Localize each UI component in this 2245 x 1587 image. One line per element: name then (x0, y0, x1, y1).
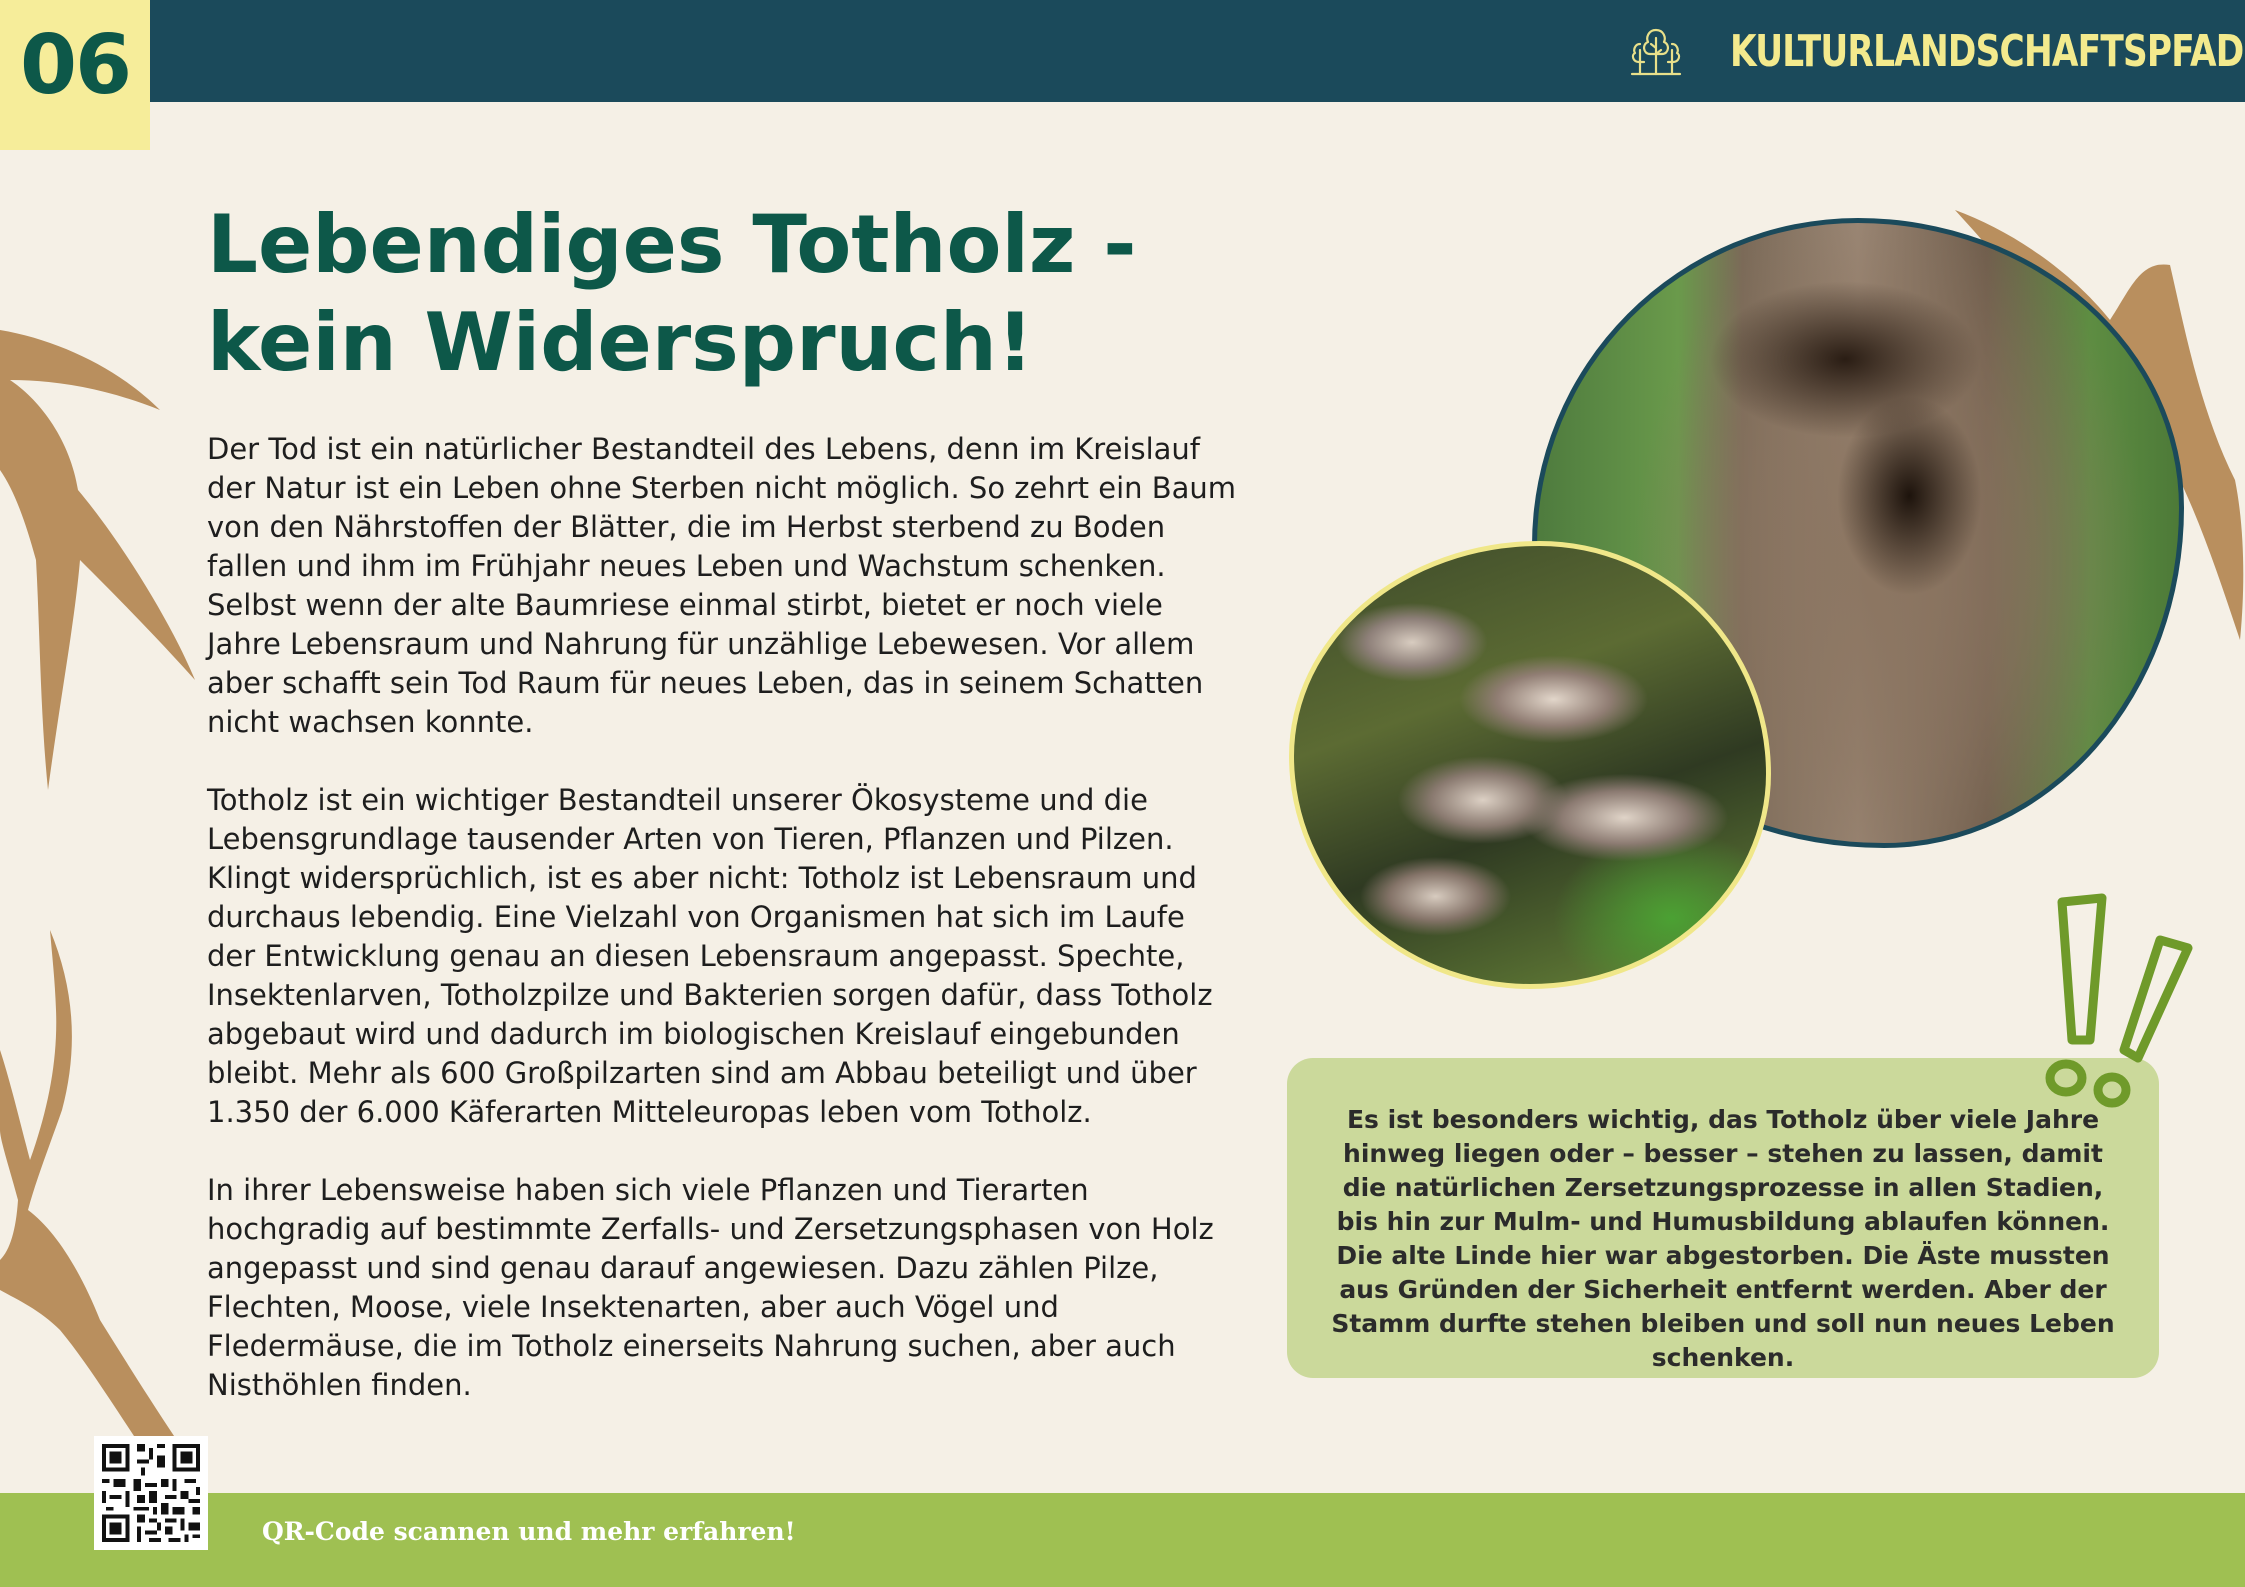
brand-name: KULTURLANDSCHAFTSPFAD (1730, 26, 2244, 77)
paragraph-2: Totholz ist ein wichtiger Bestandteil unserer Ökosysteme und die Lebensgrundlage tausender Arten von Tieren, Pflanzen und Pilzen. Klingt widersprüchlich, ist es aber nicht: Totholz ist Lebensraum und durchaus lebendig. Eine Vielzahl von Organismen hat sich im Laufe der Entwicklung genau an diesen Lebensraum angepasst. Spechte, Insektenlarven, Totholzpilze und Bakterien sorgen dafür, dass Totholz abgebaut wird und dadurch im biologischen Kreislauf eingebunden bleibt. Mehr als 600 Großpilzarten sind am Abbau beteiligt und über 1.350 der 6.000 Käferarten Mitteleuropas leben vom Totholz. (207, 783, 1213, 1129)
qr-label: QR-Code scannen und mehr erfahren! (262, 1517, 796, 1546)
photo-bracket-fungi (1289, 541, 1771, 989)
body-text (207, 430, 1237, 1444)
paragraph-1: Der Tod ist ein natürlicher Bestandteil des Lebens, denn im Kreislauf der Natur ist ein Leben ohne Sterben nicht möglich. So zehrt ein Baum von den Nährstoffen der Blätter, die im Herbst sterbend zu Boden fallen und ihm im Frühjahr neues Leben und Wachstum schenken. Selbst wenn der alte Baumriese einmal stirbt, bietet er noch viele Jahre Lebensraum und Nahrung für unzählige Lebewesen. Vor allem aber schafft sein Tod Raum für neues Leben, das in seinem Schatten nicht wachsen konnte. (207, 432, 1237, 739)
branch-left-bottom (0, 930, 200, 1450)
trees-icon (1628, 24, 1684, 80)
station-number: 06 (19, 18, 131, 113)
station-number-box (0, 0, 150, 150)
title-line-1: Lebendiges Totholz - (207, 198, 1137, 291)
page-title (207, 196, 1137, 392)
qr-code[interactable] (94, 1436, 208, 1550)
paragraph-3: In ihrer Lebensweise haben sich viele Pflanzen und Tierarten hochgradig auf bestimmte Zerfalls- und Zersetzungsphasen von Holz angepasst und sind genau darauf angewiesen. Dazu zählen Pilze, Flechten, Moose, viele Insektenarten, aber auch Vögel und Fledermäuse, die im Totholz einerseits Nahrung suchen, aber auch Nisthöhlen finden. (207, 1173, 1214, 1402)
branch-left-top (0, 320, 200, 800)
info-box-text: Es ist besonders wichtig, das Totholz über viele Jahre hinweg liegen oder – besser – stehen zu lassen, damit die natürlichen Zersetzungsprozesse in allen Stadien, bis hin zur Mulm- und Humusbildung ablaufen können. Die alte Linde hier war abgestorben. Die Äste mussten aus Gründen der Sicherheit entfernt werden. Aber der Stamm durfte stehen bleiben und soll nun neues Leben schenken. (1331, 1105, 2115, 1372)
exclamation-icon (2040, 890, 2220, 1120)
title-line-2: kein Widerspruch! (207, 296, 1034, 389)
